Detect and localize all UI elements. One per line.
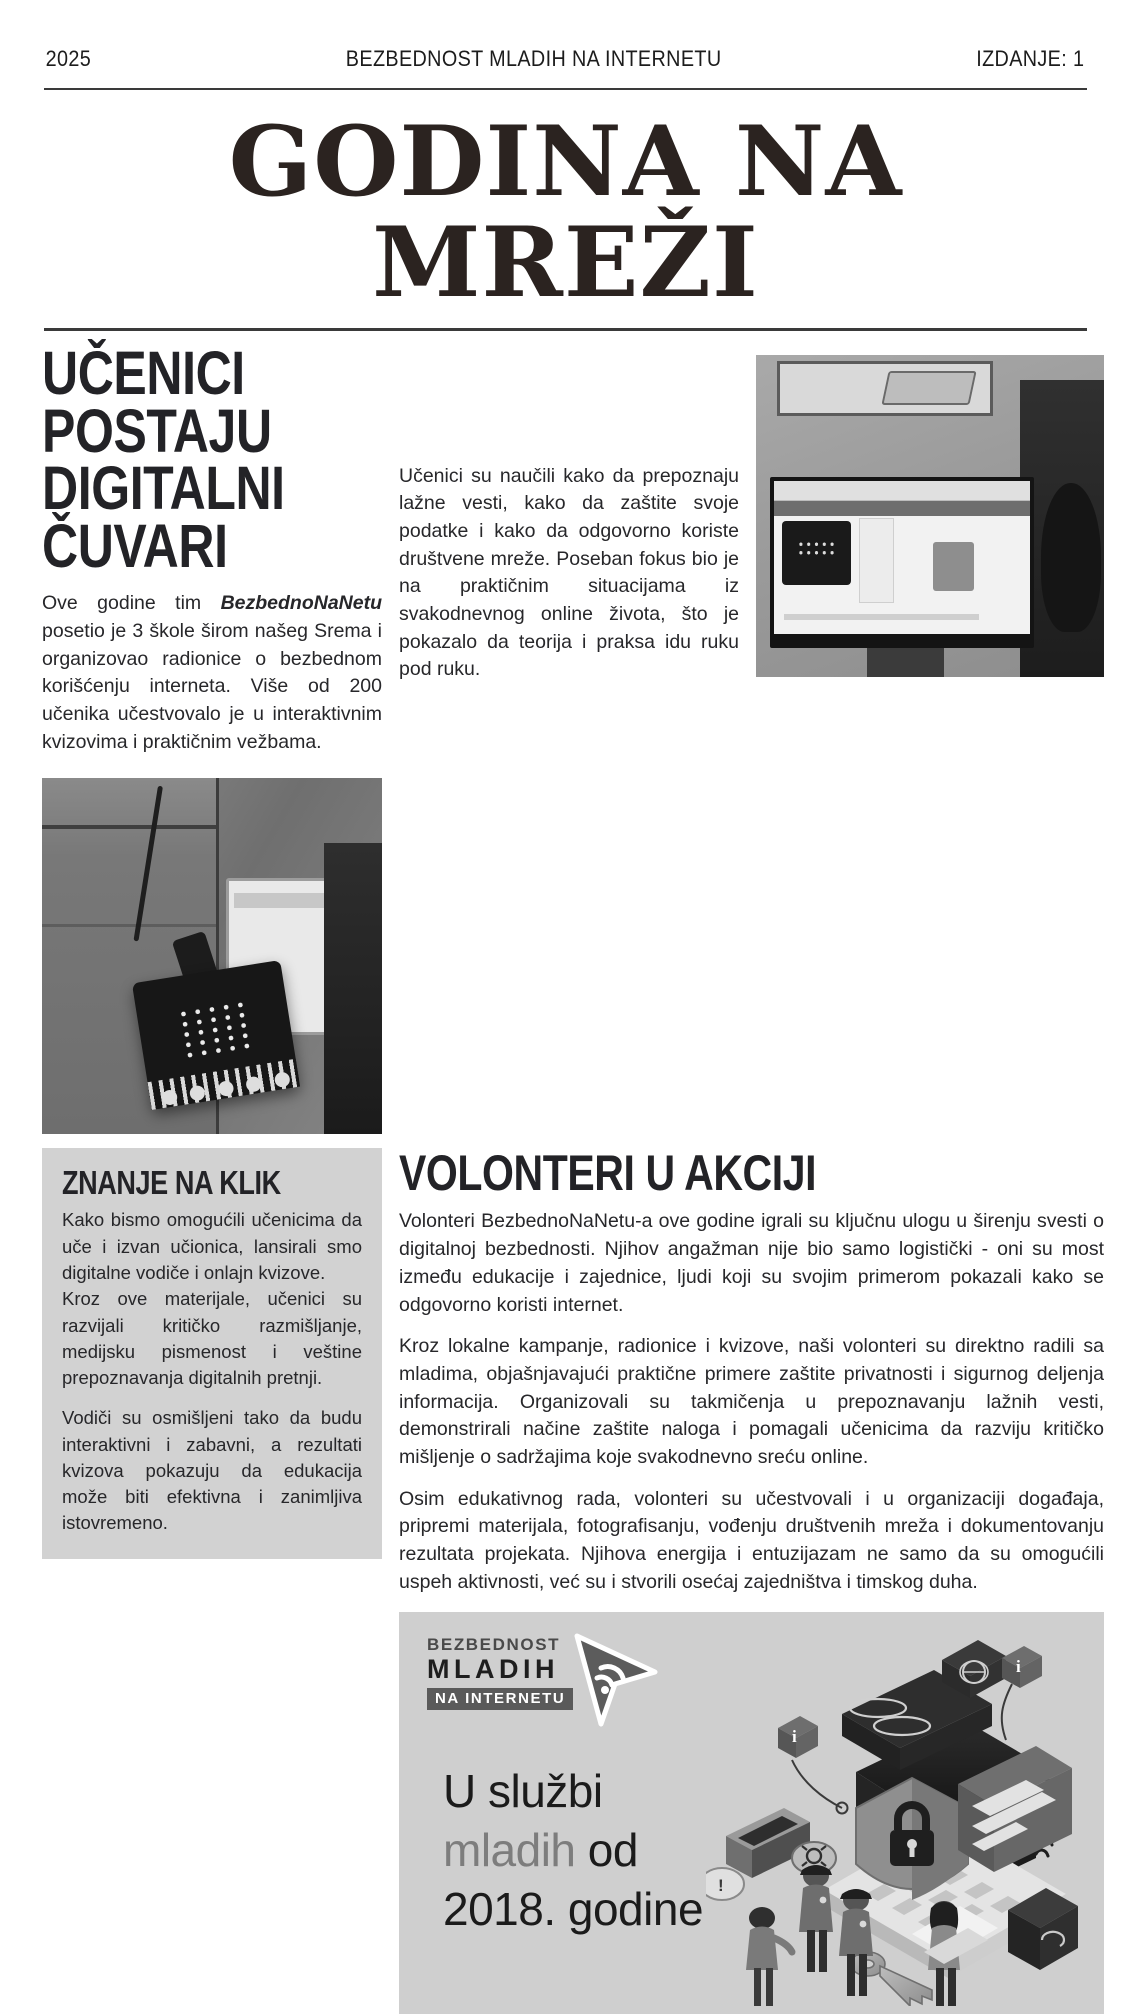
person-officer-1 bbox=[799, 1865, 833, 1972]
main-paragraph-1 bbox=[42, 590, 382, 756]
main-paragraph-2: Učenici su naučili kako da prepoznaju lažne vesti, kako da zaštite svoje podatke i kako da odgovorno koriste društvene mreže. Poseban fokus bio je na praktičnim situacijama iz svakodnevnog online života, što je pokazalo da teorija i praksa idu ruku pod ruku. bbox=[399, 464, 739, 681]
header-year: 2025 bbox=[45, 46, 92, 71]
brand-logo-line1: BEZBEDNOST bbox=[427, 1635, 561, 1655]
main-p1-pre: Ove godine tim bbox=[42, 592, 221, 615]
header-title: BEZBEDNOST MLADIH NA INTERNETU bbox=[345, 46, 722, 71]
sidebar-paragraph-3: Vodiči su osmišljeni tako da budu interaktivni i zabavni, a rezultati kvizova pokazuju da edukacija može biti efektivna i zanimljiva istovremeno. bbox=[62, 1407, 362, 1534]
microbit-board bbox=[131, 960, 299, 1110]
volunteers-paragraph-2: Kroz lokalne kampanje, radionice i kvizove, naši volonteri su direktno radili sa mladima, objašnjavajući praktične primere zaštite privatnosti i sigurnog deljenja informacija. Organizovali su takmičenja u prepoznavanju lažnih vesti, demonstrirali načine zaštite naloga i pomagali učenicima da razviju kritičko mišljenje o sadržajima koje svakodnevno sreću online. bbox=[399, 1335, 1104, 1468]
monitor-screen bbox=[774, 481, 1030, 634]
sidebar-headline: ZNANJE NA KLIK bbox=[62, 1164, 281, 1202]
browser-toolbar bbox=[774, 481, 1030, 501]
slogan-highlight: mladih bbox=[443, 1824, 576, 1877]
slogan-line-2 bbox=[443, 1821, 703, 1880]
header-issue: IZDANJE: 1 bbox=[976, 46, 1085, 71]
header-divider bbox=[44, 88, 1087, 90]
code-blocks bbox=[933, 542, 974, 591]
main-p1-post: posetio je 3 škole širom našeg Srema i organizovao radionice o bezbednom korišćenju interneta. Više od 200 učenika učestvovalo je u interaktivnim kvizovima i praktičnim vežbama. bbox=[42, 620, 382, 753]
windows-taskbar bbox=[784, 614, 979, 620]
cursor-wifi-icon bbox=[567, 1632, 663, 1736]
info-badge-right bbox=[1002, 1646, 1042, 1688]
makecode-toolbar bbox=[774, 501, 1030, 516]
top-section bbox=[42, 338, 1089, 1135]
alert-bubble-icon bbox=[706, 1868, 744, 1900]
sidebar-knowledge-box bbox=[42, 1148, 382, 1558]
brand-logo-line3: NA INTERNETU bbox=[427, 1688, 573, 1710]
monitor-stand bbox=[867, 648, 944, 677]
banner-slogan bbox=[443, 1762, 703, 1939]
lower-section bbox=[42, 1145, 1104, 2014]
svg-text:!: ! bbox=[718, 1876, 724, 1896]
promo-banner bbox=[399, 1612, 1104, 2014]
slogan-line-2-rest: od bbox=[575, 1824, 638, 1877]
slogan-line-3: 2018. godine bbox=[443, 1883, 704, 1936]
volunteers-article bbox=[399, 1145, 1104, 2014]
volunteers-paragraph-3: Osim edukativnog rada, volonteri su učestvovali i u organizaciji događaja, pripremi materijala, fotografisanju, vođenju društvenih mreža i dokumentovanju rezultata projekata. Njihova energija i entuzijazam ne samo da su omogućili uspeh aktivnosti, već su i stvorili osećaj zajedništva i timskog duha. bbox=[399, 1487, 1104, 1593]
brand-logo-text bbox=[427, 1636, 573, 1710]
microbit-dark-panel bbox=[324, 843, 382, 1135]
brand-logo-line2: MLADIH bbox=[427, 1654, 559, 1685]
brand-logo bbox=[427, 1636, 663, 1736]
photo-monitor bbox=[756, 355, 1104, 677]
page-header-bar bbox=[42, 42, 1088, 72]
main-article-column-right bbox=[399, 345, 739, 1135]
computer-monitor bbox=[770, 477, 1034, 648]
sidebar-paragraph-1: Kako bismo omogućili učenicima da uče i izvan učionica, lansirali smo digitalne vodiče i onlajn kvizove. bbox=[62, 1209, 362, 1283]
left-lower-column bbox=[42, 1148, 382, 1558]
main-article-column-left bbox=[42, 338, 382, 1135]
masthead-title: GODINA NA MREŽI bbox=[228, 105, 903, 319]
sidebar-paragraph-2: Kroz ove materijale, učenici su razvijali kritičko razmišljanje, medijsku pismenost i veštine prepoznavanja digitalnih pretnji. bbox=[62, 1288, 362, 1389]
photo-microbit bbox=[42, 778, 382, 1134]
info-badge-left bbox=[778, 1716, 818, 1758]
person-man bbox=[746, 1907, 792, 2006]
student-head-silhouette bbox=[1041, 483, 1100, 631]
microbit-simulator bbox=[782, 521, 851, 585]
volunteers-headline: VOLONTERI U AKCIJI bbox=[399, 1145, 817, 1202]
block-palette bbox=[859, 518, 895, 603]
slogan-line-1: U službi bbox=[443, 1765, 603, 1818]
microbit-led-matrix bbox=[175, 999, 254, 1061]
wall-poster bbox=[777, 361, 993, 416]
masthead-divider bbox=[44, 328, 1087, 331]
svg-text:i: i bbox=[792, 1727, 797, 1747]
photo-column bbox=[756, 345, 1104, 1135]
main-headline: UČENICI POSTAJU DIGITALNI ČUVARI bbox=[42, 338, 285, 581]
svg-text:i: i bbox=[1016, 1657, 1021, 1677]
team-name: BezbednoNaNetu bbox=[220, 592, 382, 615]
volunteers-paragraph-1: Volonteri BezbednoNaNetu-a ove godine igrali su ključnu ulogu u širenju svesti o digitalnoj bezbednosti. Njihov angažman nije bio samo logistički - oni su most između edukacije i zajednice, ljudi koji su svojim primerom pokazali kako se odgovorno koristi internet. bbox=[399, 1210, 1104, 1316]
cybersecurity-illustration bbox=[706, 1622, 1098, 2006]
